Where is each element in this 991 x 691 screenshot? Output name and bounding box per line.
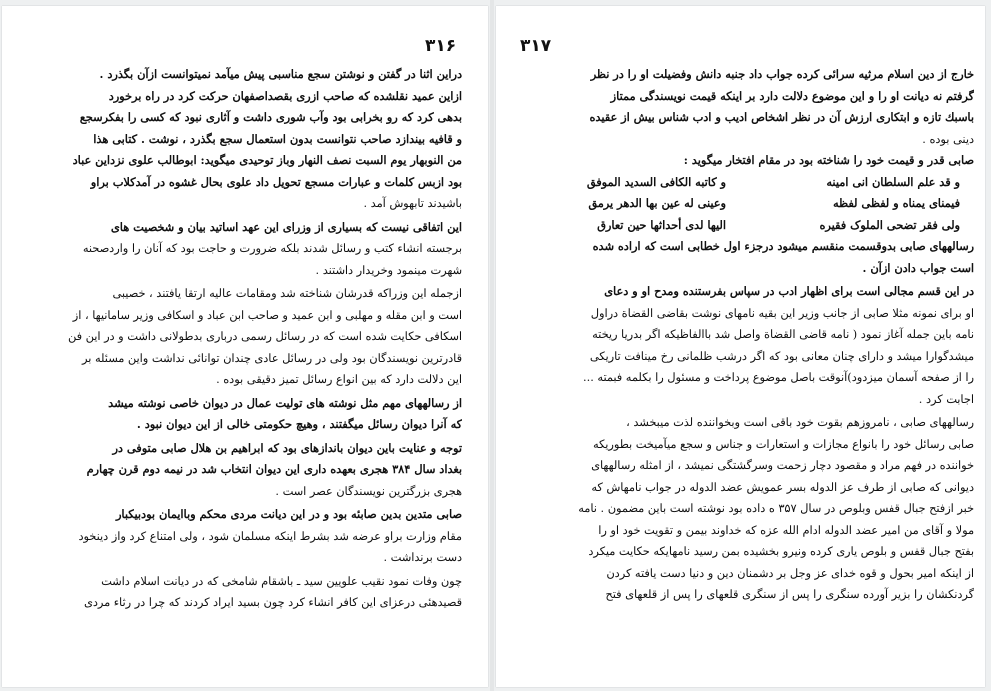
text-line: این اتفاقی نیست که بسیاری از وزرای این عهد اساتید بیان و شخصیت های <box>110 219 462 234</box>
left-page-body <box>14 64 462 614</box>
right-page <box>496 6 985 687</box>
text-line: دراین اثنا در گفتن و نوشتن سجع مناسبی پیش میآمد نمیتوانست ازآن بگذرد . <box>99 67 462 81</box>
verse-couplet <box>508 193 974 215</box>
text-line: صابی متدین بدین صابئه بود و در این دیانت مردی محکم وباایمان بودبیکبار <box>115 507 462 521</box>
text-line: از رسالههای مهم مثل نوشته های تولیت عمال در دیوان خاصی نوشته میشد <box>108 395 462 410</box>
text-line: صابی قدر و قیمت خود را شناخته بود در مقام افتخار میگوید : <box>683 153 974 167</box>
text-line: دست برنداشت . <box>383 551 462 564</box>
text-line: باشیدند تابهوش آمد . <box>363 197 462 210</box>
text-line: گردنکشان را بزیر آورده سنگری را پس از سنگری قلعهای را پس از قلعهای فتح <box>605 588 974 601</box>
text-line: اسکافی حکایت شده است که در رسائل رسمی درباری بدطولانی داشت و در این فن <box>68 330 462 343</box>
text-line: نامه باین جمله آغاز نمود ( نامه قاضی القضاة واصل شد باالفاظیکه اگر بدریا ریخته <box>592 328 974 341</box>
text-line: اجابت کرد . <box>918 392 974 406</box>
text-line: دیوانی که صابی از طرف عز الدوله بسر عمویش عضد الدوله در جواب نامهاش که <box>591 480 974 494</box>
right-page-number: ۳۱۷ <box>520 36 552 56</box>
page-gutter <box>490 0 494 691</box>
text-line: برجسته انشاء کتب و رسائل شدند بلکه ضرورت و حاجت بود که آنان را واردصحنه <box>82 242 462 255</box>
text-line: مولا و آقای من امیر عضد الدوله ادام الله عزه که خداوند بیمن و تقویت خود او را <box>598 523 974 537</box>
verse-couplet <box>508 172 974 194</box>
text-line: خواننده در فهم مراد و مقصود دچار زحمت وسرگشتگی نمیشد ، از امثله رسالههای <box>591 459 974 472</box>
right-page-body <box>508 64 974 606</box>
text-line: بفتح جبال قفس و بلوص یاری کرده ونیرو بخشیده بمن رسید نامهایکه حکایت میکرد <box>588 545 974 558</box>
text-line: گرفتم نه دیانت او را و این موضوع دلالت دارد بر اینکه قیمت نویسندگی ممتاز <box>610 88 974 103</box>
left-page-number: ۳۱۶ <box>425 36 457 56</box>
text-line: توجه و عنایت باین دیوان باندازهای بود که ابراهیم بن هلال صابی متوفی در <box>112 440 462 455</box>
verse-first-hemistich: و قد علم السلطان انی امینه <box>826 174 960 189</box>
text-line: صابی رسائل خود را بانواع مجازات و استعارات و جناس و سجع میآمیخت بطوریکه <box>592 437 974 451</box>
text-line: بدهی کرد که رو بخرابی بود وآب شوری داشت و آثاری نبود که کسی را بفکرسجع <box>79 110 462 124</box>
text-line: بغداد سال ۳۸۴ هجری بعهده داری این دیوان انتخاب شد در نیمه دوم قرن چهارم <box>86 462 462 476</box>
text-line: ازاین عمید نقلشده که صاحب ازری بقصداصفهان حرکت کرد در راه برخورد <box>108 88 462 103</box>
verse-couplet <box>508 215 974 237</box>
text-line: که آنرا دیوان رسائل میگفتند ، وهیچ حکومتی خالی از این دیوان نبود . <box>136 417 462 431</box>
verse-second-hemistich: وعینی له عین بها الدهر یرمق <box>588 196 726 210</box>
text-line: رسالههای صابی ، نامروزهم بقوت خود باقی است وبخواننده لذت میبخشد ، <box>626 416 974 429</box>
text-line: و قافیه بیندازد صاحب نتوانست بدون استعمال سجع بگذرد ، نوشت . کتابی هذا <box>93 131 462 146</box>
text-line: ازجمله این وزراکه قدرشان شناخته شد ومقامات عالیه ارتقا یافتند ، خصیبی <box>112 287 462 300</box>
verse-second-hemistich: و کاتبه الکافی السدید الموفق <box>586 174 726 189</box>
text-line: این دلالت دارد که بین انواع رسائل تمیز دقیقی بوده . <box>216 373 462 386</box>
text-line: باسبك تازه و ابتکاری ارزش آن در نظر اشخاص ادیب و ادب شناس بیش از عقیده <box>589 110 974 124</box>
text-line: است و ابن مقله و مهلبی و ابن عمید و صاحب ابن عباد و اسکافی وزیر سامانیها ، از <box>72 308 462 322</box>
text-line: مقام وزارت براو عرضه شد بشرط اینکه مسلمان شود ، ولی امتناع کرد واز دینخود <box>78 529 462 543</box>
text-line: هجری بزرگترین نویسندگان عصر است . <box>275 484 462 498</box>
left-page <box>2 6 488 687</box>
text-line: را از صفحه آسمان میزدود)آنوقت باصل موضوع پرداخت و مسئول را بکلمه فبمته ... <box>583 371 974 384</box>
text-line: من النوبهار یوم السبت نصف النهار وباز توحیدی میگوید: ابوطالب علوی نزداین عباد <box>72 153 462 167</box>
text-line: در این قسم مجالی است برای اظهار ادب در سپاس بفرستنده ومدح او و دعای <box>604 284 974 298</box>
text-line: بود ازبس کلمات و عبارات مسجع تحویل داد علوی بحال غشوه در آمدکلاب براو <box>90 174 462 189</box>
text-line: میشدگوارا میشد و دارای چنان معانی بود که اگر درشب ظلمانی رخ مینافت تاریکی <box>589 349 974 363</box>
verse-second-hemistich: الیها لدی أحداثها حین تعارق <box>597 217 726 232</box>
text-line: قصیدهئی درعزای این کافر انشاء کرد چون بسید ایراد کردند که چرا در رثاء مردی <box>84 596 462 609</box>
text-line: قادرترین نویسندگان بود ولی در رسائل عادی چندان توانائی نداشت واین مسئله بر <box>82 351 462 365</box>
text-line: دینی بوده . <box>922 132 974 146</box>
text-line: است جواب دادن ازآن . <box>862 260 974 275</box>
text-line: رسالههای صابی بدوقسمت منقسم میشود درجزء اول خطابی است که اراده شده <box>592 239 974 253</box>
text-line: خبر ازفتح جبال قفس وبلوص در سال ۳۵۷ ه داده بود نوشته است باین مضمون . نامه <box>578 502 974 515</box>
text-line: چون وفات نمود نقیب علویین سید ـ باشقام شامخی که در دیانت اسلام داشت <box>101 574 462 588</box>
verse-first-hemistich: فیمنای یمناه و لفظی لفظه <box>833 196 960 210</box>
verse-first-hemistich: ولی فقر تضحی الملوک فقیره <box>819 217 960 232</box>
text-line: خارج از دین اسلام مرثیه سرائی کرده جواب داد جنبه دانش وفضیلت او را در نظر <box>590 67 974 81</box>
text-line: او برای نمونه مثلا صابی از جانب وزیر این بقیه نامهای نوشت بقاضی القضاة دراول <box>590 306 974 320</box>
text-line: شهرت مینمود وخریدار داشتند . <box>315 263 462 277</box>
text-line: از اینکه امیر بحول و قوه خدای عز وجل بر دشمنان دین و دنیا دست یافته کردن <box>606 566 974 580</box>
